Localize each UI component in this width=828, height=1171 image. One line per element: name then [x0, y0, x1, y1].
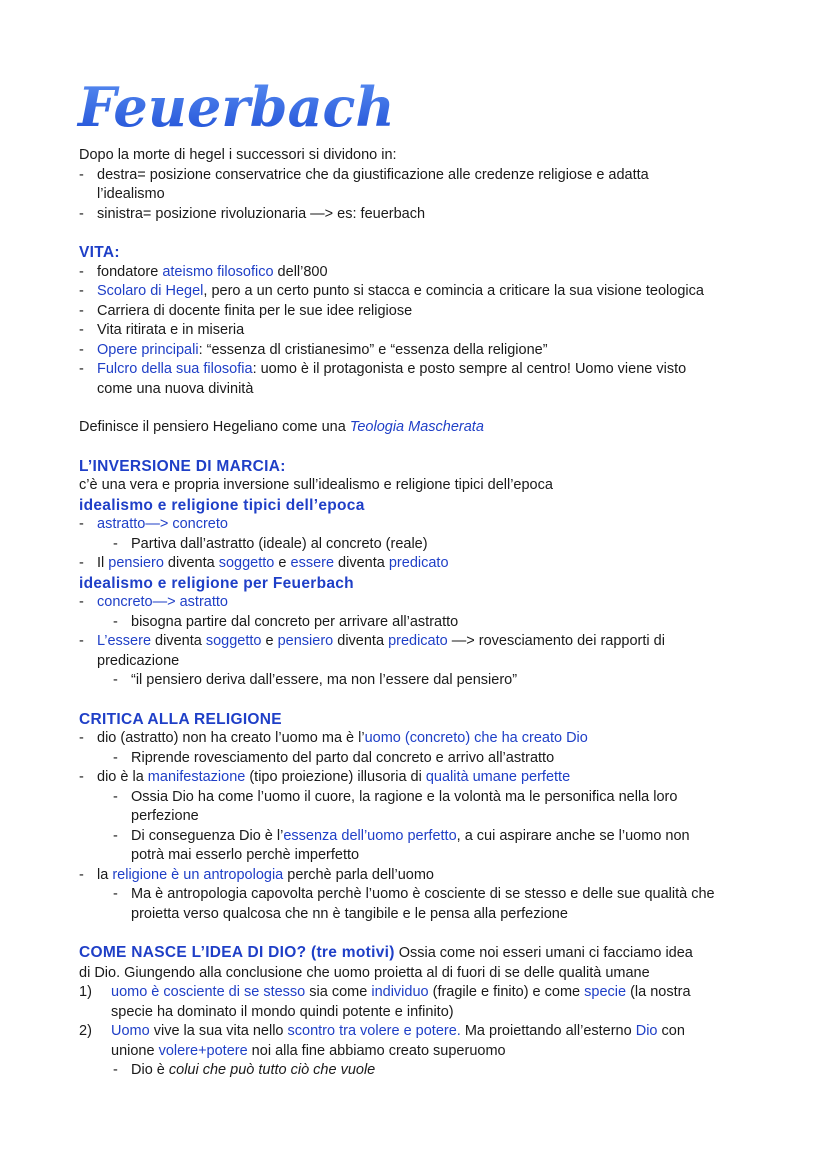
numbered-item: 2) Uomo vive la sua vita nello scontro tra volere e potere. Ma proiettando all’esterno Dio con: [79, 1023, 685, 1039]
sub-list-item: - Riprende rovesciamento del parto dal concreto e arrivo all’astratto: [113, 749, 555, 766]
list-item: - Fulcro della sua filosofia: uomo è il protagonista e posto sempre al centro! Uomo viene visto: [79, 361, 687, 377]
title-lettering: [76, 70, 396, 142]
list-item: - dio (astratto) non ha creato l’uomo ma è l’uomo (concreto) che ha creato Dio: [79, 730, 588, 746]
list-item: - L’essere diventa soggetto e pensiero diventa predicato —> rovesciamento dei rapporti di: [79, 633, 665, 649]
list-item: - Il pensiero diventa soggetto e essere diventa predicato: [79, 555, 449, 571]
title-heading: [76, 70, 396, 142]
sub-list-item-continuation: proietta verso qualcosa che nn è tangibile e le pensa alla perfezione: [131, 905, 568, 922]
sub-list-item: - Partiva dall’astratto (ideale) al concreto (reale): [113, 535, 428, 552]
list-item: - astratto—> concreto: [79, 516, 228, 532]
list-item: - la religione è un antropologia perchè parla dell’uomo: [79, 866, 434, 883]
intro-lead: Dopo la morte di hegel i successori si dividono in:: [79, 147, 397, 163]
sub-list-item: - Di conseguenza Dio è l’essenza dell’uomo perfetto, a cui aspirare anche se l’uomo non: [113, 827, 690, 844]
sub-list-item: - Ma è antropologia capovolta perchè l’uomo è cosciente di se stesso e delle sue qualità che: [113, 886, 715, 902]
section-heading-vita: VITA:: [79, 244, 120, 261]
list-item: - Scolaro di Hegel, pero a un certo punto si stacca e comincia a criticare la sua visione teologica: [79, 283, 704, 299]
list-item: - Opere principali: “essenza dl cristianesimo” e “essenza della religione”: [79, 341, 548, 358]
section-heading-inversione: L’INVERSIONE DI MARCIA:: [79, 457, 286, 475]
subheading: idealismo e religione tipici dell’epoca: [79, 496, 365, 514]
sub-list-item-continuation: potrà mai esserlo perchè imperfetto: [131, 847, 360, 863]
sub-list-item: - Ossia Dio ha come l’uomo il cuore, la ragione e la volontà ma le personifica nella loro: [113, 788, 678, 805]
list-item-continuation: predicazione: [97, 652, 180, 669]
list-item: - Carriera di docente finita per le sue idee religiose: [79, 302, 413, 319]
title-text: Feuerbach: [78, 75, 395, 139]
list-item: - fondatore ateismo filosofico dell’800: [79, 263, 328, 280]
sub-list-item: - bisogna partire dal concreto per arrivare all’astratto: [113, 613, 459, 630]
teologia-line: Definisce il pensiero Hegeliano come una Teologia Mascherata: [79, 419, 484, 435]
dash-bullet: -: [79, 205, 84, 222]
list-item: - sinistra= posizione rivoluzionaria —> es: feuerbach: [79, 205, 739, 225]
list-item-continuation: l’idealismo: [97, 186, 165, 202]
paragraph: di Dio. Giungendo alla conclusione che uomo proietta al di fuori di se delle qualità umane: [79, 964, 650, 981]
numbered-item-continuation: unione volere+potere noi alla fine abbiamo creato superuomo: [111, 1042, 506, 1059]
paragraph: c’è una vera e propria inversione sull’idealismo e religione tipici dell’epoca: [79, 477, 553, 493]
list-item: - dio è la manifestazione (tipo proiezione) illusoria di qualità umane perfette: [79, 769, 571, 785]
notes-body: [79, 146, 739, 1081]
section-heading-critica: CRITICA ALLA RELIGIONE: [79, 710, 282, 728]
sub-list-item: - “il pensiero deriva dall’essere, ma non l’essere dal pensiero”: [113, 672, 518, 688]
numbered-item: 1) uomo è cosciente di se stesso sia come individuo (fragile e finito) e come specie (la nostra: [79, 984, 691, 1000]
list-item-continuation: come una nuova divinità: [97, 380, 254, 397]
list-item: - concreto—> astratto: [79, 594, 228, 610]
numbered-item-continuation: specie ha dominato il mondo quindi potente e infinito): [111, 1003, 454, 1020]
list-item: - Vita ritirata e in miseria: [79, 322, 245, 338]
sub-list-item: - Dio è colui che può tutto ciò che vuole: [113, 1062, 376, 1078]
idea-dio-heading-line: COME NASCE L’IDEA DI DIO? (tre motivi) Ossia come noi esseri umani ci facciamo idea: [79, 944, 693, 961]
subheading: idealismo e religione per Feuerbach: [79, 574, 354, 592]
list-item: - destra= posizione conservatrice che da giustificazione alle credenze religiose e adatta: [79, 166, 739, 186]
dash-bullet: -: [79, 166, 84, 183]
sub-list-item-continuation: perfezione: [131, 808, 199, 824]
section-heading-idea-dio: COME NASCE L’IDEA DI DIO? (tre motivi): [79, 944, 395, 961]
